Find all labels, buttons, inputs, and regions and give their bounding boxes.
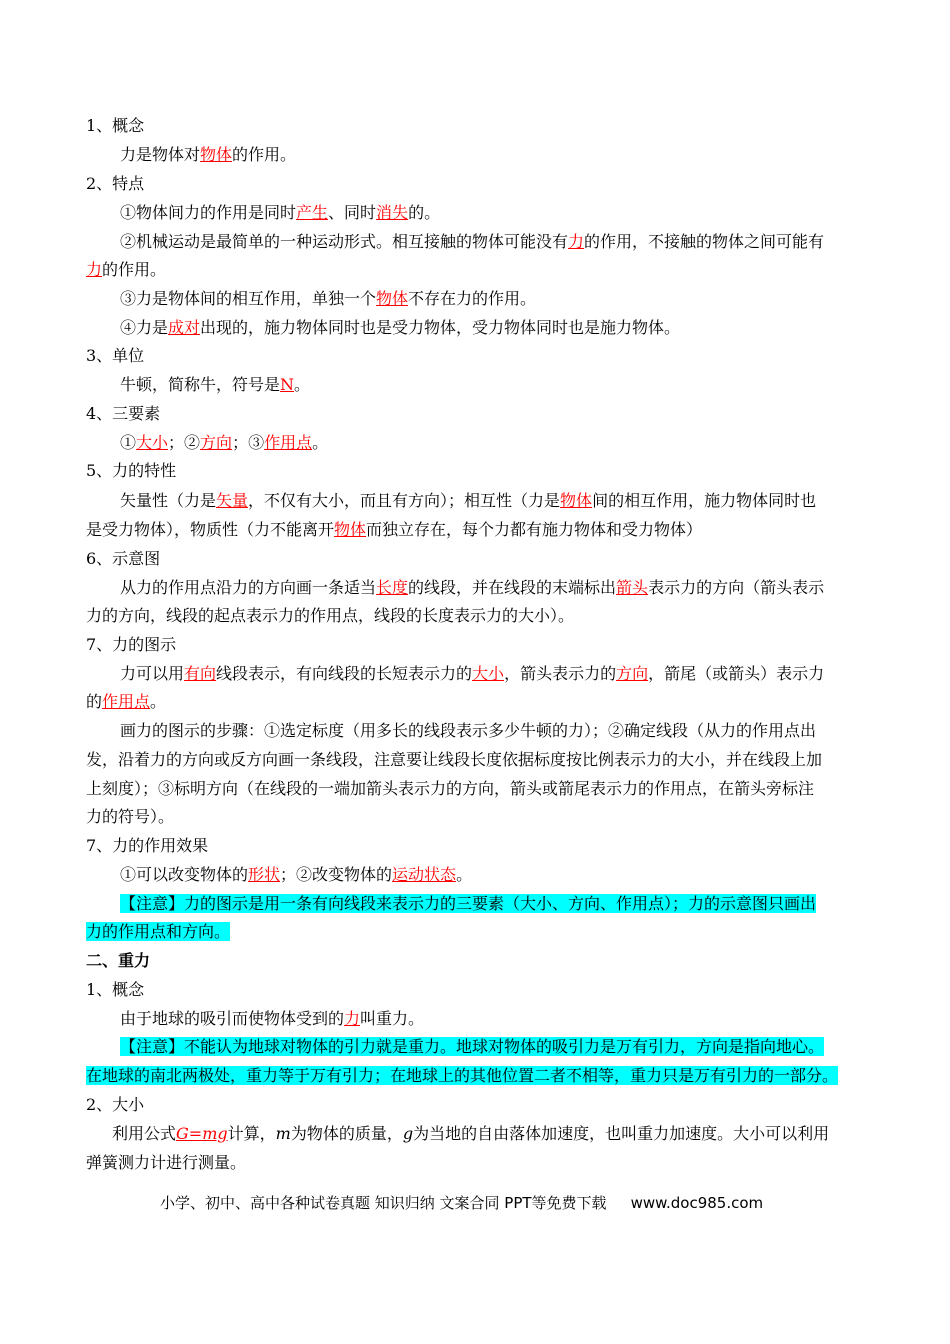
answer-blank: 矢量 xyxy=(216,491,249,510)
answer-blank: 消失 xyxy=(376,203,409,222)
paragraph-feature-1 xyxy=(120,203,900,223)
heading-text: 7、力的作用效果 xyxy=(86,836,209,855)
text: 从力的作用点沿力的方向画一条适当 xyxy=(120,578,377,597)
highlighted-note: 【注意】不能认为地球对物体的引力就是重力。地球对物体的吸引力是万有引力，方向是指向地心。 xyxy=(120,1037,825,1056)
text: 为物体的质量， xyxy=(290,1124,403,1143)
paragraph-three-elements xyxy=(120,433,900,453)
answer-blank: 力 xyxy=(86,260,103,279)
paragraph-feature-3 xyxy=(120,289,900,309)
answer-blank: 方向 xyxy=(616,664,649,683)
paragraph-gravity-concept xyxy=(120,1009,900,1029)
heading-text: 3、单位 xyxy=(86,346,145,365)
text: 而独立存在，每个力都有施力物体和受力物体） xyxy=(366,520,703,539)
text: 表示力的方向（箭头表示 xyxy=(648,578,825,597)
answer-blank: 长度 xyxy=(376,578,409,597)
text: 间的相互作用，施力物体同时也 xyxy=(592,491,817,510)
text: 为当地的自由落体加速度，也叫重力加速度。大小可以利用 xyxy=(413,1124,830,1143)
answer-blank: 成对 xyxy=(168,318,201,337)
highlighted-note: 力的作用点和方向。 xyxy=(86,922,231,941)
answer-blank: 力 xyxy=(568,232,585,251)
formula: G=mg xyxy=(176,1124,228,1143)
text: 。 xyxy=(150,692,167,711)
variable: g xyxy=(402,1124,414,1143)
answer-blank: 大小 xyxy=(472,664,505,683)
text: 是受力物体），物质性（力不能离开 xyxy=(86,520,335,539)
text: ；② xyxy=(168,433,201,452)
text: 、同时 xyxy=(328,203,377,222)
text: 的作用，不接触的物体之间可能有 xyxy=(584,232,825,251)
heading-gravity-concept xyxy=(86,980,866,1000)
answer-blank: 箭头 xyxy=(616,578,649,597)
text: 发，沿着力的方向或反方向画一条线段，注意要让线段长度依据标度按比例表示力的大小，并在线段上加 xyxy=(86,750,823,769)
text: 矢量性（力是 xyxy=(120,491,217,510)
paragraph-steps-4 xyxy=(86,807,866,827)
heading-text: 4、三要素 xyxy=(86,404,161,423)
heading-force-illustration xyxy=(86,635,866,655)
highlighted-note: 在地球的南北两极处，重力等于万有引力；在地球上的其他位置二者不相等，重力只是万有引力的一部分。 xyxy=(86,1066,839,1085)
text: 。 xyxy=(294,375,311,394)
page-footer xyxy=(160,1192,860,1213)
text: 利用公式 xyxy=(112,1124,177,1143)
text: 。 xyxy=(456,865,473,884)
paragraph-steps-3 xyxy=(86,779,866,799)
note-gravity xyxy=(120,1037,900,1057)
text: 牛顿，简称牛，符号是 xyxy=(120,375,281,394)
answer-blank: 有向 xyxy=(184,664,217,683)
text: 力是物体对 xyxy=(120,145,201,164)
text: 的作用。 xyxy=(102,260,167,279)
text: 画力的图示的步骤：①选定标度（用多长的线段表示多少牛顿的力）；②确定线段（从力的作用点出 xyxy=(120,721,817,740)
heading-text: 6、示意图 xyxy=(86,549,161,568)
heading-diagram xyxy=(86,549,866,569)
text: ①物体间力的作用是同时 xyxy=(120,203,297,222)
text: 。 xyxy=(312,433,329,452)
paragraph-concept xyxy=(120,145,900,165)
heading-text: 1、概念 xyxy=(86,980,145,999)
heading-text: 2、特点 xyxy=(86,174,145,193)
text: 的。 xyxy=(408,203,441,222)
footer-text: 小学、初中、高中各种试卷真题 知识归纳 文案合同 PPT等免费下载 xyxy=(160,1194,607,1212)
heading-features xyxy=(86,174,866,194)
note-gravity-cont xyxy=(86,1066,866,1086)
paragraph-feature-4 xyxy=(120,318,900,338)
answer-blank: 力 xyxy=(344,1009,361,1028)
text: 出现的，施力物体同时也是受力物体，受力物体同时也是施力物体。 xyxy=(200,318,681,337)
heading-text: 2、大小 xyxy=(86,1095,145,1114)
answer-blank: 大小 xyxy=(136,433,169,452)
paragraph-force-illustration xyxy=(120,664,900,684)
heading-force-effects xyxy=(86,836,866,856)
paragraph-gravity-magnitude-cont xyxy=(86,1153,866,1173)
text: ；②改变物体的 xyxy=(280,865,393,884)
text: ③力是物体间的相互作用，单独一个 xyxy=(120,289,377,308)
text: 线段表示，有向线段的长短表示力的 xyxy=(216,664,473,683)
answer-blank: 物体 xyxy=(334,520,367,539)
answer-blank: N xyxy=(280,375,295,394)
text: 不存在力的作用。 xyxy=(408,289,537,308)
paragraph-steps-1 xyxy=(120,721,900,741)
heading-text: 7、力的图示 xyxy=(86,635,177,654)
text: 上刻度）；③标明方向（在线段的一端加箭头表示力的方向，箭头或箭尾表示力的作用点，在箭头旁标注 xyxy=(86,779,815,798)
text: 的线段，并在线段的末端标出 xyxy=(408,578,617,597)
text: ① xyxy=(120,433,137,452)
paragraph-diagram xyxy=(120,578,900,598)
heading-gravity-magnitude xyxy=(86,1095,866,1115)
answer-blank: 物体 xyxy=(200,145,233,164)
section-title: 二、重力 xyxy=(86,951,151,970)
text: 力的方向，线段的起点表示力的作用点，线段的长度表示力的大小）。 xyxy=(86,606,575,625)
variable: m xyxy=(275,1124,291,1143)
paragraph-steps-2 xyxy=(86,750,866,770)
answer-blank: 作用点 xyxy=(264,433,313,452)
text: 力可以用 xyxy=(120,664,185,683)
text: 的作用。 xyxy=(232,145,297,164)
section-title-gravity xyxy=(86,951,866,971)
paragraph-properties xyxy=(120,491,900,511)
heading-text: 1、概念 xyxy=(86,116,145,135)
heading-properties xyxy=(86,461,866,481)
text: ，不仅有大小，而且有方向）；相互性（力是 xyxy=(248,491,561,510)
paragraph-gravity-magnitude xyxy=(112,1124,892,1144)
paragraph-force-effects xyxy=(120,865,900,885)
answer-blank: 运动状态 xyxy=(392,865,457,884)
paragraph-force-illustration-cont xyxy=(86,692,866,712)
paragraph-feature-2-cont xyxy=(86,260,866,280)
note-force-illustration xyxy=(120,894,900,914)
text: 计算， xyxy=(227,1124,276,1143)
heading-unit xyxy=(86,346,866,366)
paragraph-feature-2 xyxy=(120,232,900,252)
text: ，箭尾（或箭头）表示力 xyxy=(648,664,825,683)
text: 的 xyxy=(86,692,103,711)
answer-blank: 方向 xyxy=(200,433,233,452)
text: 由于地球的吸引而使物体受到的 xyxy=(120,1009,345,1028)
paragraph-diagram-cont xyxy=(86,606,866,626)
answer-blank: 产生 xyxy=(296,203,329,222)
text: ④力是 xyxy=(120,318,169,337)
heading-three-elements xyxy=(86,404,866,424)
text: ②机械运动是最简单的一种运动形式。相互接触的物体可能没有 xyxy=(120,232,569,251)
answer-blank: 物体 xyxy=(376,289,409,308)
note-force-illustration-cont xyxy=(86,922,866,942)
text: ；③ xyxy=(232,433,265,452)
text: 力的符号）。 xyxy=(86,807,175,826)
paragraph-unit xyxy=(120,375,900,395)
paragraph-properties-cont xyxy=(86,520,866,540)
footer-link[interactable]: www.doc985.com xyxy=(630,1194,764,1212)
answer-blank: 作用点 xyxy=(102,692,151,711)
answer-blank: 物体 xyxy=(560,491,593,510)
answer-blank: 形状 xyxy=(248,865,281,884)
heading-text: 5、力的特性 xyxy=(86,461,177,480)
text: ①可以改变物体的 xyxy=(120,865,249,884)
heading-concept xyxy=(86,116,866,136)
text: 叫重力。 xyxy=(360,1009,425,1028)
text: 弹簧测力计进行测量。 xyxy=(86,1153,247,1172)
highlighted-note: 【注意】力的图示是用一条有向线段来表示力的三要素（大小、方向、作用点）；力的示意图只画出 xyxy=(120,894,817,913)
text: ，箭头表示力的 xyxy=(504,664,617,683)
